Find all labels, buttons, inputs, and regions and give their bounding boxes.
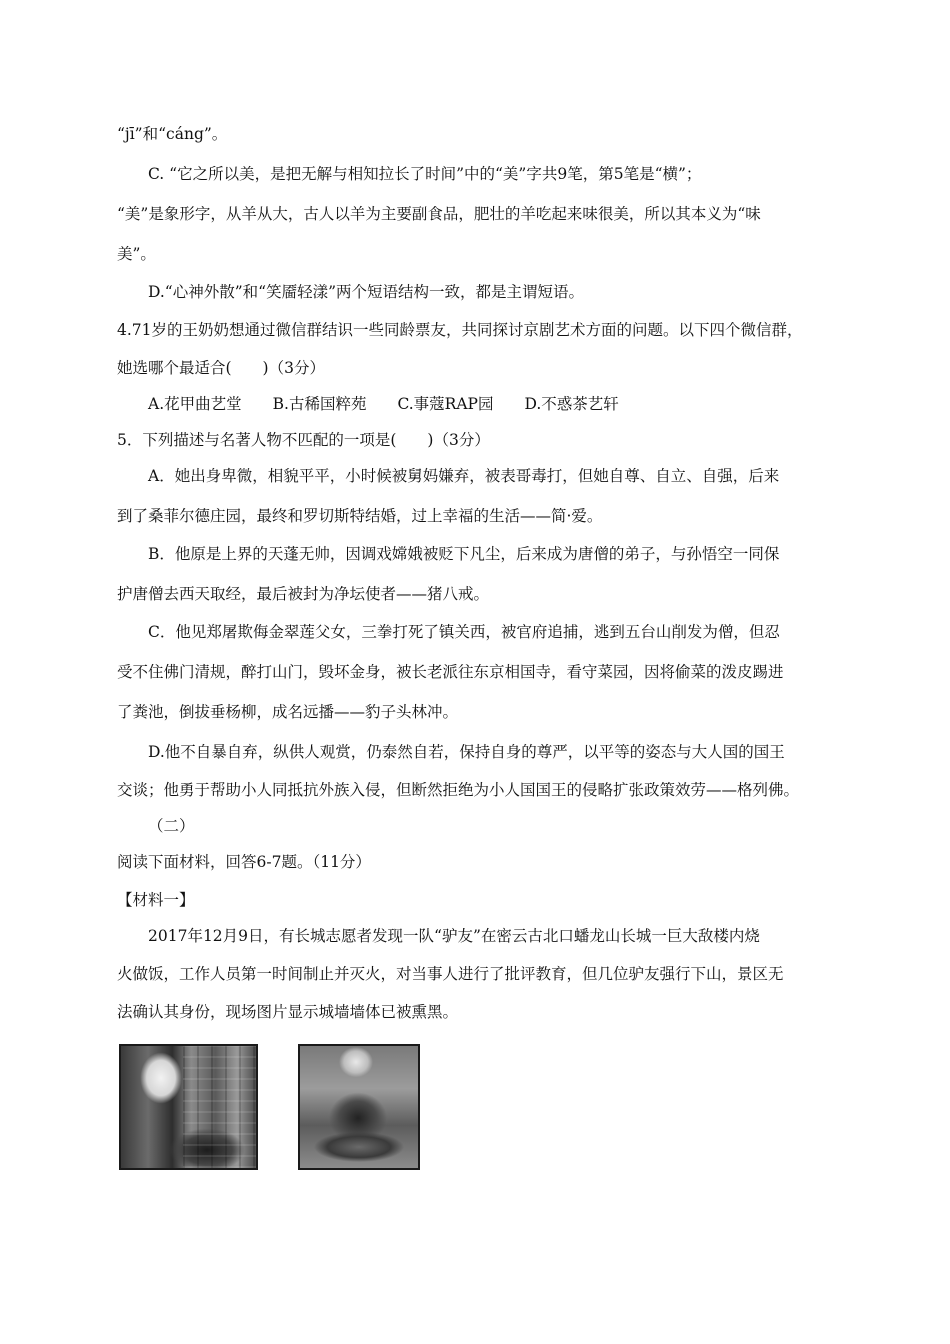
question-4-stem-1: 4.71岁的王奶奶想通过微信群结识一些同龄票友，共同探讨京剧艺术方面的问题。以下四个微信群， <box>117 321 803 339</box>
question-5-stem: 5．下列描述与名著人物不匹配的一项是( )（3分） <box>117 431 490 449</box>
material-1-heading: 【材料一】 <box>117 891 195 909</box>
question-5-option-a-2: 到了桑菲尔德庄园，最终和罗切斯特结婚，过上幸福的生活——简·爱。 <box>117 507 603 525</box>
question-5-option-c-3: 了粪池，倒拔垂杨柳，成名远播——豹子头林冲。 <box>117 703 459 721</box>
reading-instruction: 阅读下面材料，回答6-7题。（11分） <box>117 853 371 871</box>
question-5-option-d-2: 交谈；他勇于帮助小人同抵抗外族入侵，但断然拒绝为小人国国王的侵略扩张政策效劳——格列佛。 <box>117 781 800 799</box>
question-4-options: A.花甲曲艺堂 B.古稀国粹苑 C.事蔻RAP园 D.不惑茶艺轩 <box>148 395 619 413</box>
text-line-q3b-tail: “jī”和“cáng”。 <box>117 125 228 143</box>
question-5-option-b-2: 护唐僧去西天取经，最后被封为净坛使者——猪八戒。 <box>117 585 490 603</box>
text-line-q3d: D.“心神外散”和“笑靥轻漾”两个短语结构一致，都是主谓短语。 <box>148 283 584 301</box>
text-line-q3c-3: 美”。 <box>117 245 156 263</box>
photo-hikers-seated <box>298 1044 420 1170</box>
question-5-option-c-1: C．他见郑屠欺侮金翠莲父女，三拳打死了镇关西，被官府追捕，逃到五台山削发为僧，但忍 <box>148 623 780 641</box>
material-1-para-3: 法确认其身份，现场图片显示城墙墙体已被熏黑。 <box>117 1003 459 1021</box>
question-5-option-c-2: 受不住佛门清规，醉打山门，毁坏金身，被长老派往东京相国寺，看守菜园，因将偷菜的泼皮踢进 <box>117 663 784 681</box>
question-4-stem-2: 她选哪个最适合( )（3分） <box>117 359 325 377</box>
material-1-para-1: 2017年12月9日，有长城志愿者发现一队“驴友”在密云古北口蟠龙山长城一巨大敌楼内烧 <box>148 927 760 945</box>
question-5-option-d-1: D.他不自暴自弃，纵供人观赏，仍泰然自若，保持自身的尊严，以平等的姿态与大人国的国王 <box>148 743 785 761</box>
question-5-option-b-1: B．他原是上界的天蓬无帅，因调戏嫦娥被贬下凡尘，后来成为唐僧的弟子，与孙悟空一同保 <box>148 545 780 563</box>
section-heading-2: （二） <box>148 817 195 835</box>
photo-blackened-wall <box>119 1044 258 1170</box>
text-line-q3c-2: “美”是象形字，从羊从大，古人以羊为主要副食品，肥壮的羊吃起来味很美，所以其本义为“味 <box>117 205 761 223</box>
text-line-q3c-1: C. “它之所以美，是把无解与相知拉长了时间”中的“美”字共9笔，第5笔是“横”； <box>148 165 702 183</box>
question-5-option-a-1: A．她出身卑微，相貌平平，小时候被舅妈嫌弃，被表哥毒打，但她自尊、自立、自强，后来 <box>148 467 780 485</box>
material-1-para-2: 火做饭，工作人员第一时间制止并灭火，对当事人进行了批评教育，但几位驴友强行下山，景区无 <box>117 965 784 983</box>
